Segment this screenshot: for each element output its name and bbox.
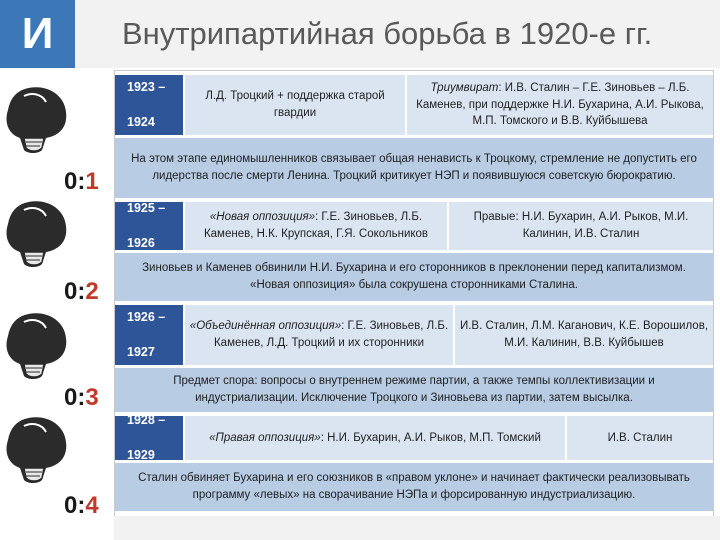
period-summary: Зиновьев и Каменев обвинили Н.И. Бухарина и его сторонников в преклонении перед капитализмом. «Новая оппозиция» была сокрушена сторонниками Сталина. [115, 253, 713, 301]
score-strip [0, 68, 114, 540]
period-row [115, 202, 713, 250]
period-years: 1926 – 1927 [115, 305, 185, 365]
struggle-table [114, 70, 714, 516]
boxing-glove-icon [2, 412, 74, 486]
faction-a: «Правая оппозиция»: Н.И. Бухарин, А.И. Рыков, М.П. Томский [185, 416, 567, 460]
period-summary: На этом этапе единомышленников связывает общая ненависть к Троцкому, стремление не допустить его лидерства после смерти Ленина. Троцкий критикует НЭП и появившуюся советскую бюрократию. [115, 138, 713, 198]
logo-letter: И [21, 9, 54, 58]
period-summary: Предмет спора: вопросы о внутреннем режиме партии, а также темпы коллективизации и индустриализации. Исключение Троцкого и Зиновьева из партии, затем высылка. [115, 368, 713, 412]
period-row [115, 305, 713, 365]
boxing-glove-icon [2, 308, 74, 382]
faction-b: И.В. Сталин, Л.М. Каганович, К.Е. Ворошилов, М.И. Калинин, В.В. Куйбышев [455, 305, 713, 365]
period-years: 1923 – 1924 [115, 75, 185, 135]
period-row [115, 412, 713, 462]
score-label: 0:2 [64, 278, 99, 305]
score-label: 0:1 [64, 168, 99, 195]
period-row [115, 75, 713, 135]
period-summary: Сталин обвиняет Бухарина и его союзников в «правом уклоне» и начинает фактически реализовывать программу «левых» на сворачивание НЭПа и форсированную индустриализацию. [115, 463, 713, 511]
faction-b: И.В. Сталин [567, 416, 713, 460]
footer-strip [114, 516, 720, 540]
page-title: Внутрипартийная борьба в 1920-е гг. [122, 16, 653, 51]
period-years: 1928 – 1929 [115, 416, 185, 460]
faction-a: Л.Д. Троцкий + поддержка старой гвардии [185, 75, 407, 135]
boxing-glove-icon [2, 82, 74, 156]
period-years: 1925 – 1926 [115, 202, 185, 250]
faction-a: «Объединённая оппозиция»: Г.Е. Зиновьев, Л.Б. Каменев, Л.Д. Троцкий и их сторонники [185, 305, 455, 365]
section-logo [0, 0, 75, 68]
faction-b: Правые: Н.И. Бухарин, А.И. Рыков, М.И. Калинин, И.В. Сталин [449, 202, 713, 250]
score-label: 0:3 [64, 384, 99, 411]
boxing-glove-icon [2, 196, 74, 270]
faction-a: «Новая оппозиция»: Г.Е. Зиновьев, Л.Б. Каменев, Н.К. Крупская, Г.Я. Сокольников [185, 202, 449, 250]
title-bar [75, 0, 720, 68]
score-label: 0:4 [64, 492, 99, 519]
faction-b: Триумвират: И.В. Сталин – Г.Е. Зиновьев – Л.Б. Каменев, при поддержке Н.И. Бухарина, А.И. Рыкова, М.П. Томского и В.В. Куйбышева [407, 75, 713, 135]
